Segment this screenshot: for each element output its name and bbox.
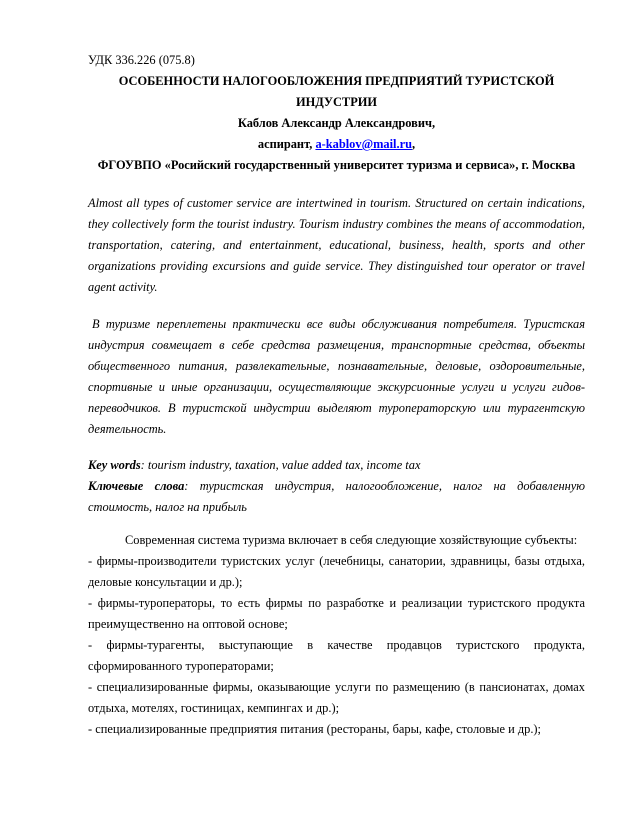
keywords-russian-text: : туристская индустрия, налогообложение, налог на добавленную стоимость, налог на прибыль <box>88 479 586 514</box>
author-contact-line <box>88 134 585 155</box>
abstract-english: Almost all types of customer service are intertwined in tourism. Structured on certain indications, they collectively form the tourist industry. Tourism industry combines the means of accommodation, transportation, catering, and entertainment, educational, business, health, sports and other organizations providing excursions and guide service. They distinguished tour operator or travel agent activity. <box>88 196 585 294</box>
paper-title-line-2: ИНДУСТРИИ <box>295 95 378 109</box>
author-name: Каблов Александр Александрович, <box>237 116 436 130</box>
body-paragraph: - фирмы-турагенты, выступающие в качестве продавцов туристского продукта, сформированного туроператорами; <box>88 638 585 673</box>
keywords-english <box>88 455 585 476</box>
paper-title <box>88 71 585 113</box>
keywords-russian <box>88 476 585 518</box>
body-paragraph: - фирмы-производители туристских услуг (лечебницы, санатории, здравницы, базы отдыха, деловые консультации и др.); <box>88 554 585 589</box>
keywords-russian-label: Ключевые слова <box>88 479 185 493</box>
keywords-section <box>88 455 585 518</box>
paper-title-line-1: ОСОБЕННОСТИ НАЛОГООБЛОЖЕНИЯ ПРЕДПРИЯТИЙ ТУРИСТСКОЙ <box>118 74 555 88</box>
body-paragraph: - специализированные предприятия питания (рестораны, бары, кафе, столовые и др.); <box>88 722 542 736</box>
abstract-russian: В туризме переплетены практически все виды обслуживания потребителя. Туристская индустрия совмещает в себе средства размещения, транспортные средства, объекты общественного питания, развлекательные, познавательные, деловые, оздоровительные, спортивные и иные организации, осуществляющие экскурсионные услуги и услуги гидов-переводчиков. В туристской индустрии выделяют туроператорскую или турагентскую деятельность. <box>88 317 585 436</box>
body-paragraph: - фирмы-туроператоры, то есть фирмы по разработке и реализации туристского продукта преимущественно на оптовой основе; <box>88 596 585 631</box>
email-link[interactable]: a-kablov@mail.ru <box>315 137 412 151</box>
body-paragraph: - специализированные фирмы, оказывающие услуги по размещению (в пансионатах, домах отдыха, мотелях, гостиницах, кемпингах и др.); <box>88 680 585 715</box>
keywords-english-label: Key words <box>88 458 141 472</box>
affiliation: ФГОУВПО «Росийский государственный университет туризма и сервиса», г. Москва <box>97 158 576 172</box>
udk-code: УДК 336.226 (075.8) <box>88 53 195 67</box>
article-body <box>88 530 585 740</box>
author-role: аспирант, <box>257 137 316 151</box>
body-paragraph: Современная система туризма включает в себя следующие хозяйствующие субъекты: <box>125 533 578 547</box>
contact-suffix: , <box>412 137 416 151</box>
keywords-english-text: : tourism industry, taxation, value added tax, income tax <box>140 458 421 472</box>
